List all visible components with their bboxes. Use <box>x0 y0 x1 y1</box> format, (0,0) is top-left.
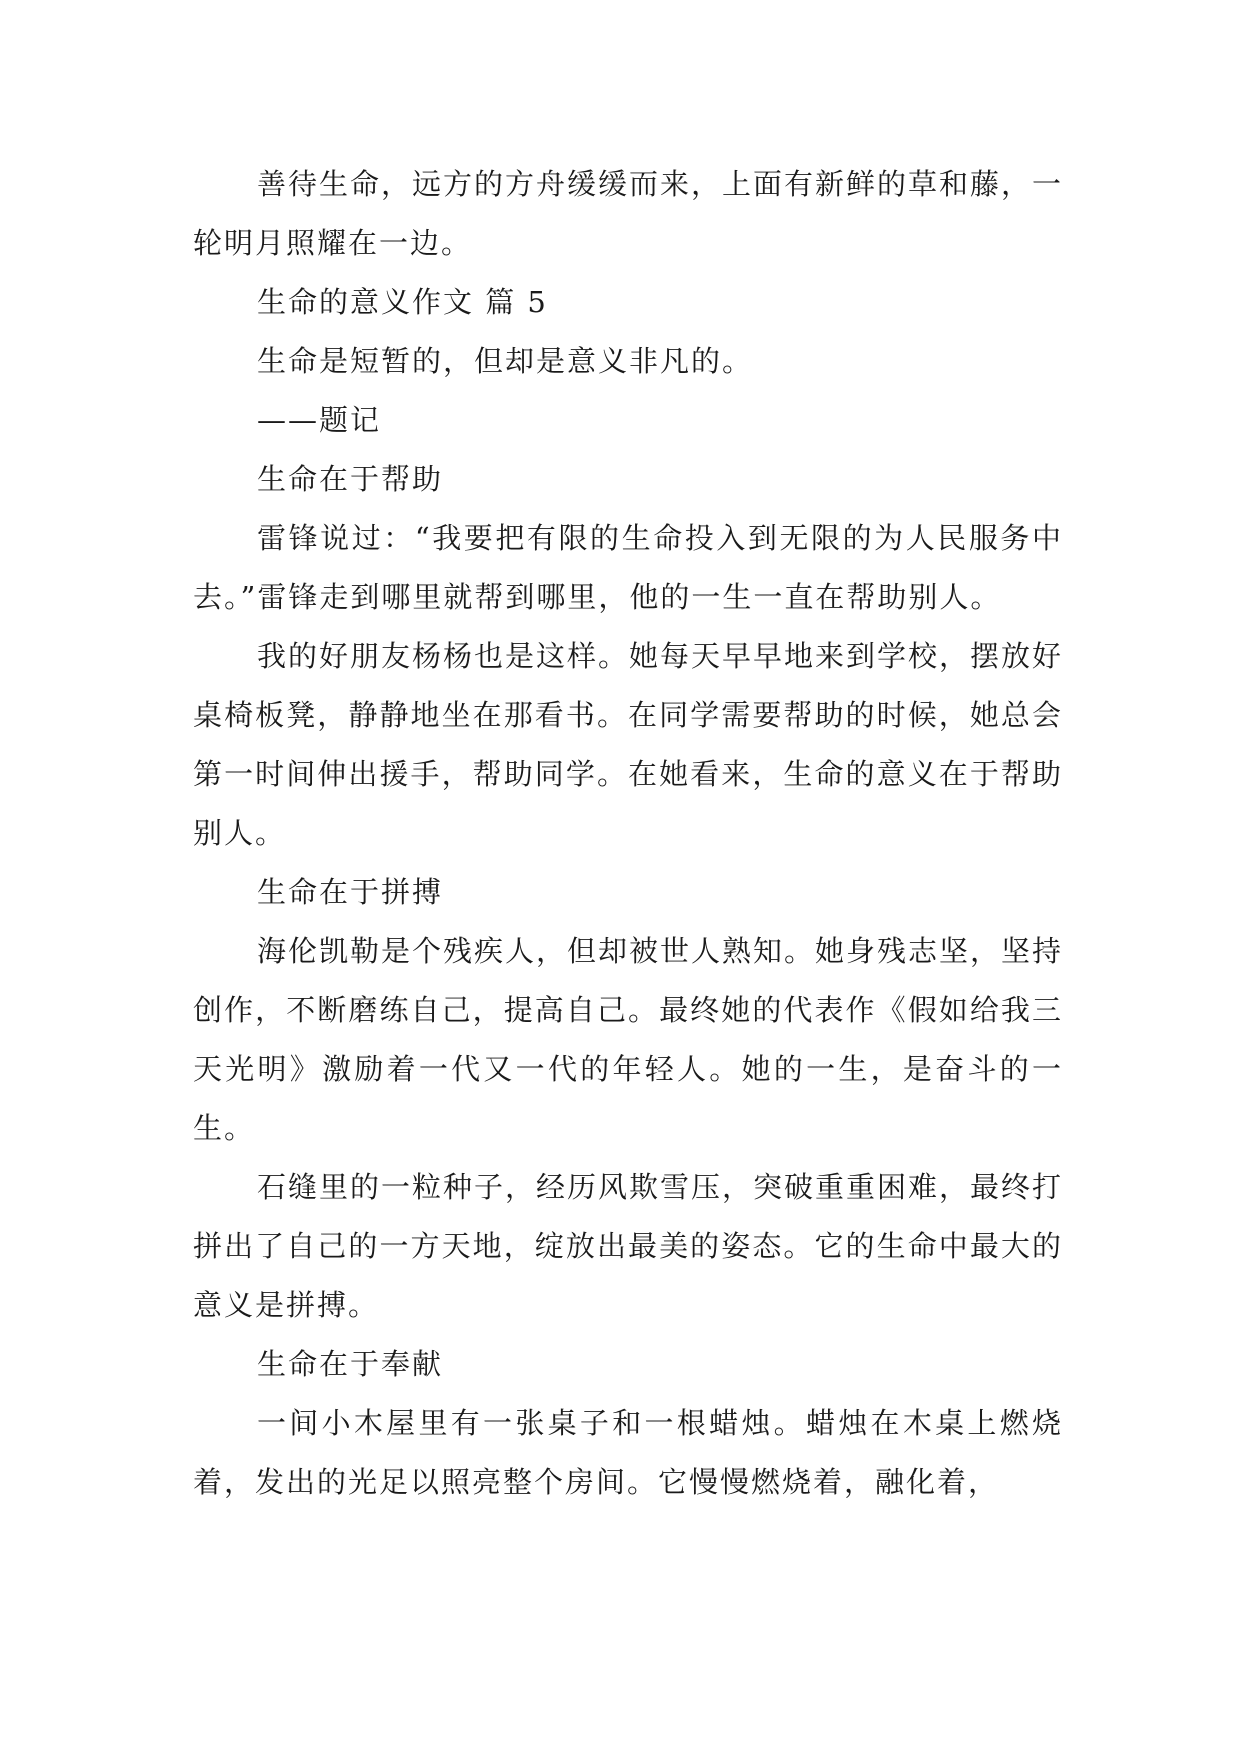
paragraph-helen-keller: 海伦凯勒是个残疾人，但却被世人熟知。她身残志坚，坚持创作，不断磨练自己，提高自己。最终她的代表作《假如给我三天光明》激励着一代又一代的年轻人。她的一生，是奋斗的一生。 <box>193 934 1064 1145</box>
subheading-dedication: 生命在于奉献 <box>257 1347 444 1381</box>
paragraph-candle: 一间小木屋里有一张桌子和一根蜡烛。蜡烛在木桌上燃烧着，发出的光足以照亮整个房间。它慢慢燃烧着，融化着， <box>193 1406 1063 1499</box>
paragraph-epigraph: 生命是短暂的，但却是意义非凡的。 <box>257 344 754 378</box>
paragraph-leifeng: 雷锋说过：“我要把有限的生命投入到无限的为人民服务中去。”雷锋走到哪里就帮到哪里，他的一生一直在帮助别人。 <box>193 521 1063 614</box>
paragraph-yangyang: 我的好朋友杨杨也是这样。她每天早早地来到学校，摆放好桌椅板凳，静静地坐在那看书。在同学需要帮助的时候，她总会第一时间伸出援手，帮助同学。在她看来，生命的意义在于帮助别人。 <box>193 639 1064 850</box>
section-title: 生命的意义作文 篇 5 <box>257 285 548 319</box>
paragraph-intro: 善待生命，远方的方舟缓缓而来，上面有新鲜的草和藤，一轮明月照耀在一边。 <box>193 167 1064 260</box>
paragraph-seed: 石缝里的一粒种子，经历风欺雪压，突破重重困难，最终打拼出了自己的一方天地，绽放出最美的姿态。它的生命中最大的意义是拼搏。 <box>193 1170 1064 1322</box>
document-body <box>193 155 1063 1512</box>
subheading-help: 生命在于帮助 <box>257 462 444 496</box>
epigraph-attribution: ——题记 <box>257 403 382 437</box>
subheading-strive: 生命在于拼搏 <box>257 875 444 909</box>
